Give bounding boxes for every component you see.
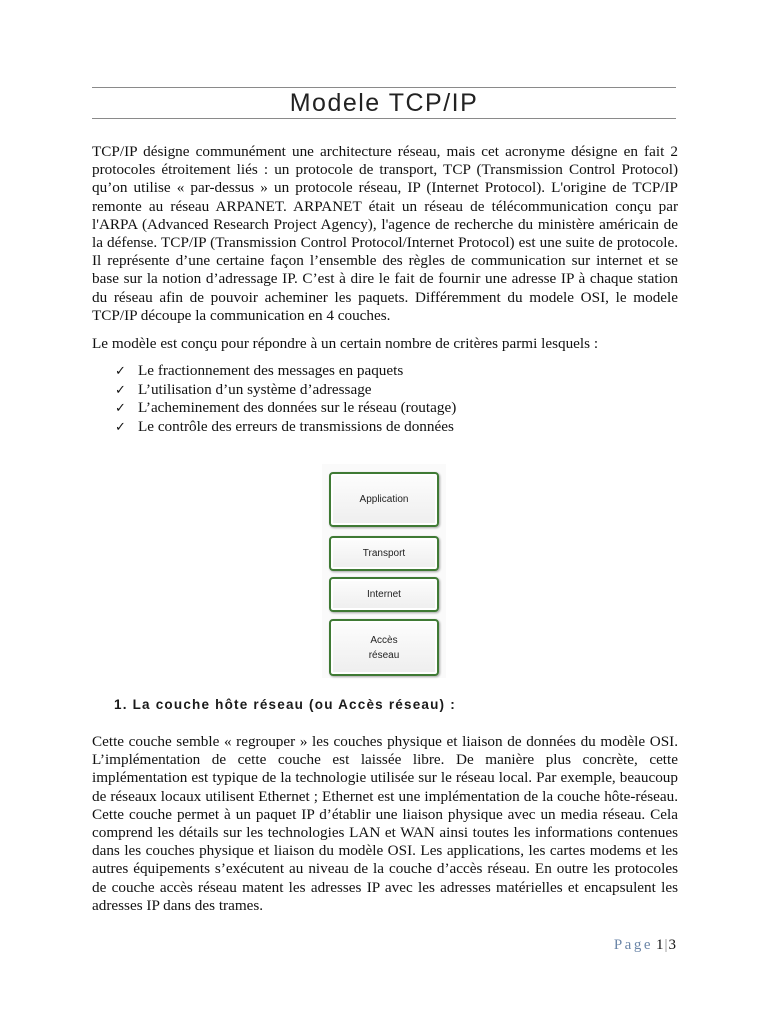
layer-label: Accès: [370, 634, 398, 646]
page-separator: |: [664, 937, 668, 953]
page-footer: [560, 936, 676, 954]
list-item: [115, 418, 675, 437]
section-heading: 1. La couche hôte réseau (ou Accès réseau) :: [114, 697, 456, 712]
checkmark-icon: ✓: [115, 419, 126, 435]
criteria-item-text: Le contrôle des erreurs de transmissions de données: [138, 417, 454, 435]
layer-label-line2: réseau: [368, 649, 400, 661]
criteria-item-text: L’utilisation d’un système d’adressage: [138, 380, 372, 398]
list-item: [115, 399, 675, 418]
criteria-item-text: Le fractionnement des messages en paquets: [138, 362, 404, 379]
checkmark-icon: ✓: [115, 382, 126, 398]
layer-transport: [329, 536, 439, 571]
section1-paragraph: Cette couche semble « regrouper » les couches physique et liaison de données du modèle OSI. L’implémentation de cette couche est laissée libre. De manière plus concrète, cette implémentation est typique de la technologie utilisée sur le réseau local. Par exemple, beaucoup de réseaux locaux utilisent Ethernet ; Ethernet est une implémentation de la couche hôte-réseau. Cette couche permet à un paquet IP d’établir une liaison physique avec un media réseau. Cela comprend les détails sur les technologies LAN et WAN ainsi toutes les informations contenues dans les couches physique et liaison du modèle OSI. Les applications, les cartes modems et les autres équipements s’exécutent au niveau de la couche d’accès réseau. En outre les protocoles de couche accès réseau matent les adresses IP avec les adresses matérielles et encapsulent les adresses IP dans des trames.: [92, 733, 678, 914]
layer-internet: [329, 577, 439, 612]
layer-application: [329, 472, 439, 527]
layer-label: Internet: [367, 589, 401, 600]
layer-label: Application: [359, 494, 409, 505]
layer-label: Transport: [362, 548, 406, 559]
criteria-item-text: L’acheminement des données sur le réseau (routage): [138, 399, 457, 416]
checkmark-icon: ✓: [115, 364, 126, 379]
checkmark-icon: ✓: [115, 401, 126, 416]
criteria-lead-text: Le modèle est conçu pour répondre à un certain nombre de critères parmi lesquels :: [92, 335, 599, 352]
total-pages: 3: [668, 937, 676, 953]
page-title: Modele TCP/IP: [289, 89, 479, 117]
layer-network-access: [329, 619, 439, 676]
intro-paragraph: TCP/IP désigne communément une architecture réseau, mais cet acronyme désigne en fait 2 protocoles étroitement liés : un protocole de transport, TCP (Transmission Control Protocol) qu’on utilise « par-dessus » un protocole réseau, IP (Internet Protocol). L'origine de TCP/IP remonte au réseau ARPANET. ARPANET était un réseau de télécommunication conçu par l'ARPA (Advanced Research Project Agency), l'agence de recherche du ministère américain de la défense. TCP/IP (Transmission Control Protocol/Internet Protocol) est une suite de protocole. Il représente d’une certaine façon l’ensemble des règles de communication sur internet et se base sur la notion d’adressage IP. C’est à dire le fait de fournir une adresse IP à chaque station du réseau afin de pouvoir acheminer les paquets. Différemment du modele OSI, le modele TCP/IP découpe la communication en 4 couches.: [92, 143, 678, 324]
list-item: [115, 381, 675, 400]
page-number: 1: [655, 937, 664, 953]
criteria-list: [115, 362, 675, 436]
list-item: [115, 362, 675, 381]
page-label: Page: [613, 937, 653, 953]
tcp-ip-layers-diagram: [322, 464, 446, 678]
title-rule-bottom: [92, 118, 676, 119]
